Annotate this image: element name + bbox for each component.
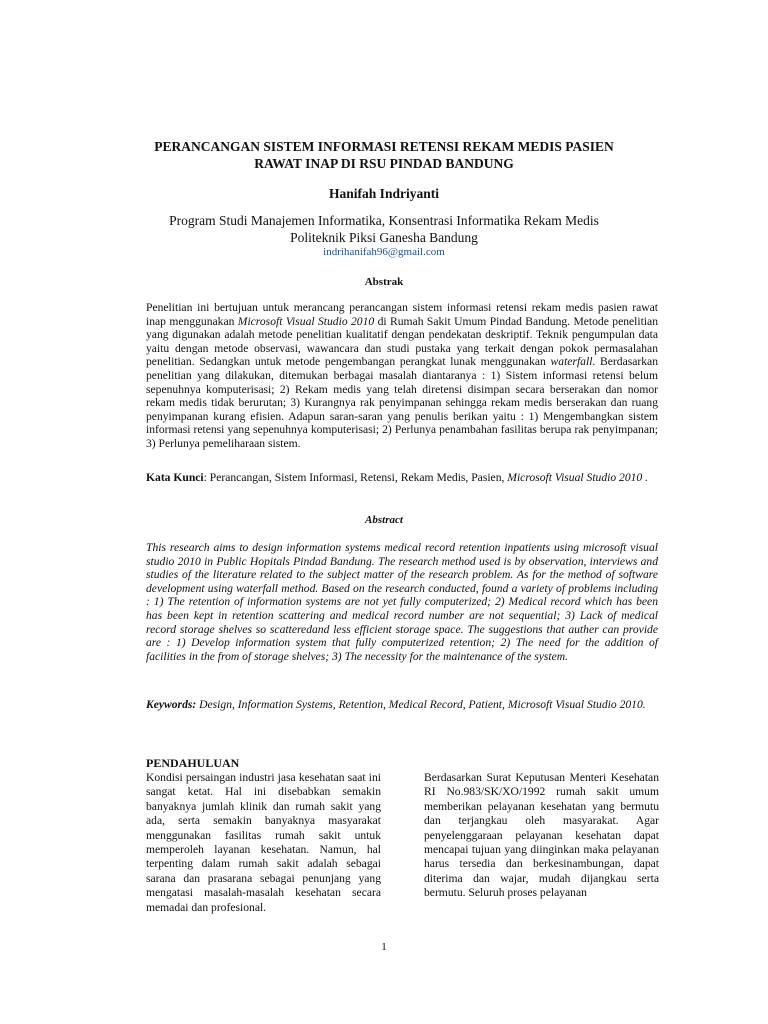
keywords [146, 698, 658, 712]
body-column-left: Kondisi persaingan industri jasa kesehatan saat ini sangat ketat. Hal ini disebabkan semakin banyaknya jumlah klinik dan rumah sakit yang ada, serta semakin banyaknya masyarakat menggunakan fasilitas rumah sakit untuk memperoleh layanan kesehatan. Namun, hal terpenting dalam rumah sakit adalah sebagai sarana dan prasarana sebagai penunjang yang mengatasi masalah-masalah kesehatan secara memadai dan profesional. [146, 771, 381, 914]
kata-kunci [146, 471, 658, 485]
keywords-text: Design, Information Systems, Retention, Medical Record, Patient, Microsoft Visual Studio 2010. [196, 698, 646, 711]
abstrak-text-em-1: Microsoft Visual Studio 2010 [237, 314, 375, 328]
body-column-right: Berdasarkan Surat Keputusan Menteri Kesehatan RI No.983/SK/XO/1992 rumah sakit umum memberikan pelayanan kesehatan yang bermutu dan terjangkau oleh masyarakat. Agar penyelenggaraan pelayanan kesehatan dapat mencapai tujuan yang diinginkan maka pelayanan harus tersedia dan berkesinambungan, dapat diterima dan wajar, mudah dijangkau serta bermutu. Seluruh proses pelayanan [424, 771, 659, 900]
affiliation-line-2: Politeknik Piksi Ganesha Bandung [290, 230, 478, 245]
abstrak-text-3: . Berdasarkan penelitian yang dilakukan, ditemukan berbagai masalah diantaranya : 1) Sistem informasi retensi belum sepenuhnya komputerisasi; 2) Rekam medis yang telah diretensi disimpan secara berserakan dan nomor rekam medis tidak berurutan; 3) Kurangnya rak penyimpanan sehingga rekam medis berserakan dan ruang penyimpanan kurang efisien. Adapun saran-saran yang penulis berikan yaitu : 1) Mengembangkan sistem informasi retensi yang sepenuhnya komputerisasi; 2) Perlunya penambahan fasilitas berupa rak penyimpanan; 3) Perlunya pemeliharaan sistem. [146, 355, 658, 450]
abstrak-text-em-2: waterfall [550, 355, 593, 369]
author-email[interactable]: indrihanifah96@gmail.com [323, 246, 445, 258]
author-name: Hanifah Indriyanti [329, 186, 439, 201]
abstrak-heading: Abstrak [364, 276, 404, 288]
keywords-label: Keywords: [146, 698, 197, 711]
affiliation [100, 212, 668, 246]
abstrak-text [146, 301, 658, 451]
kata-kunci-em: Microsoft Visual Studio 2010 . [507, 471, 649, 484]
kata-kunci-label: Kata Kunci [146, 471, 204, 484]
section-heading-pendahuluan: PENDAHULUAN [146, 756, 240, 770]
abstract-heading: Abstract [365, 514, 403, 526]
affiliation-line-1: Program Studi Manajemen Informatika, Konsentrasi Informatika Rekam Medis [169, 213, 599, 228]
abstrak-text-1: Penelitian ini bertujuan untuk merancang perancangan sistem informasi retensi rekam medis pasien rawat inap menggunakan [146, 301, 658, 328]
title-line-1: PERANCANGAN SISTEM INFORMASI RETENSI REKAM MEDIS PASIEN [154, 139, 614, 154]
title-line-2: RAWAT INAP DI RSU PINDAD BANDUNG [254, 156, 514, 171]
page-number: 1 [381, 941, 387, 953]
abstrak-text-2: di Rumah Sakit Umum Pindad Bandung. Metode penelitian yang digunakan adalah metode penelitian kualitatif dengan pendekatan deskriptif. Teknik pengumpulan data yaitu dengan metode observasi, wawancara dan studi pustaka yang terkait dengan pokok permasalahan penelitian. Sedangkan untuk metode pengembangan perangkat lunak menggunakan [146, 314, 658, 369]
paper-title [100, 138, 668, 172]
abstract-text: This research aims to design information systems medical record retention inpatients using microsoft visual studio 2010 in Public Hopitals Pindad Bandung. The research method used is by observation, interviews and studies of the literature related to the subject matter of the research problem. As for the method of software development using waterfall method. Based on the research conducted, found a variety of problems including : 1) The retention of information systems are not yet fully computerized; 2) Medical record which has been has been kept in retention scattering and medical record number are not sequential; 3) Lack of medical record storage shelves so scatteredand less efficient storage space. The suggestions that auther can provide are : 1) Develop information system that fully computerized retention; 2) The need for the addition of facilities in the from of storage shelves; 3) The necessity for the maintenance of the system. [146, 541, 658, 663]
kata-kunci-text: : Perancangan, Sistem Informasi, Retensi, Rekam Medis, Pasien, [203, 471, 508, 484]
